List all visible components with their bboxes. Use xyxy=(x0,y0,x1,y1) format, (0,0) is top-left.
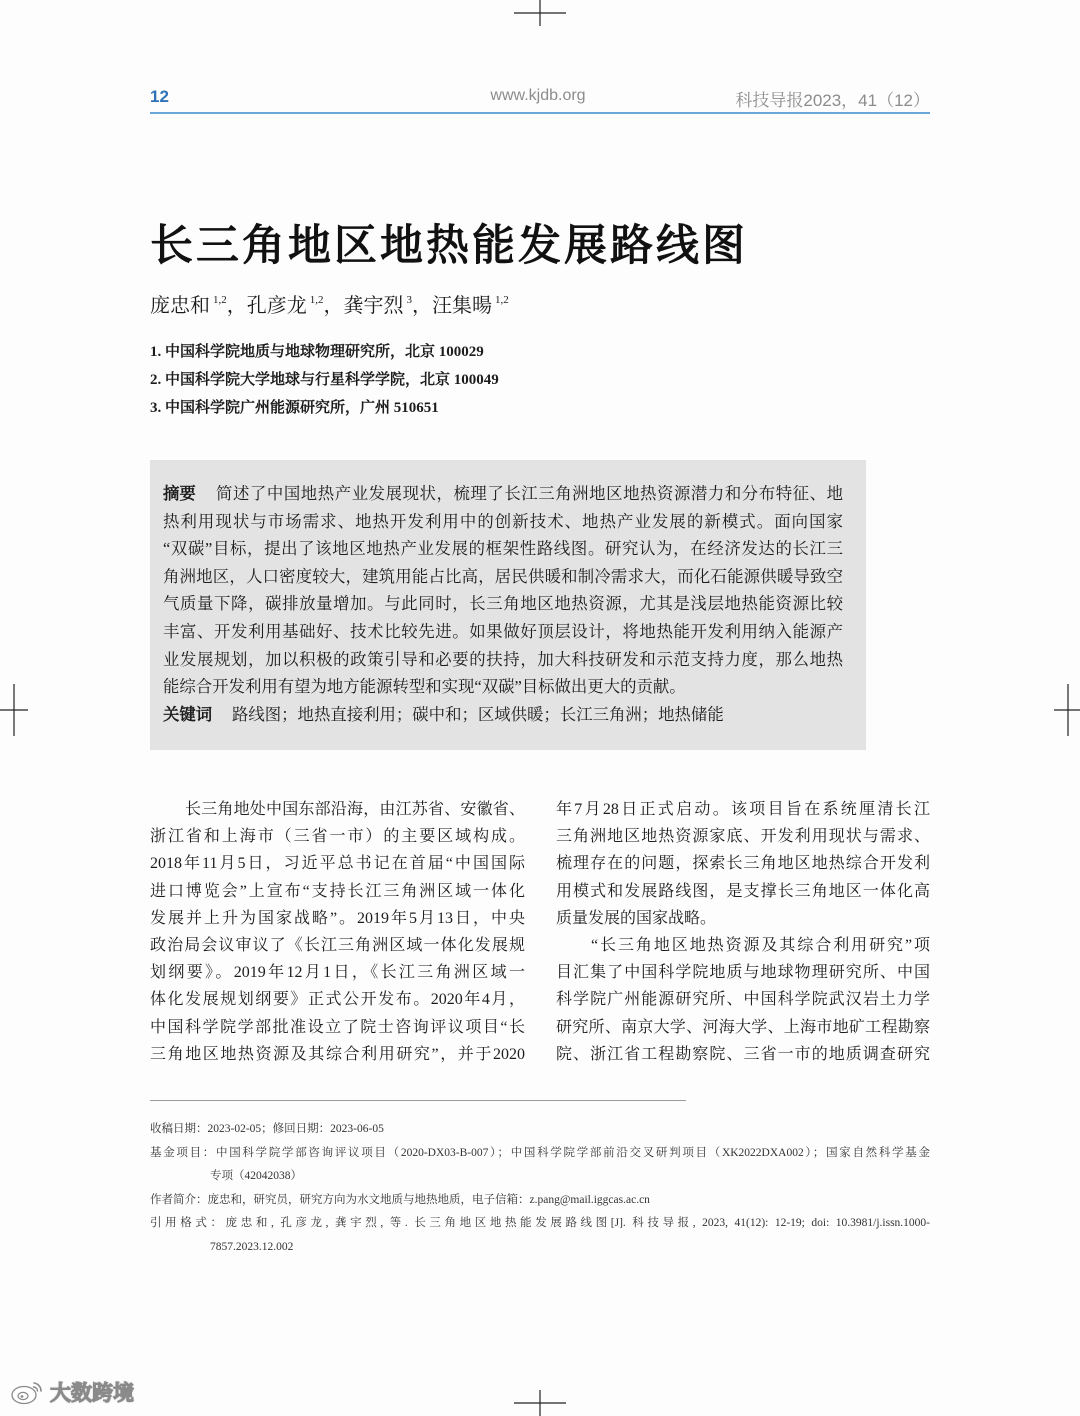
affiliation: 3. 中国科学院广州能源研究所，广州 510651 xyxy=(150,400,439,416)
body-line: 政治局会议审议了《长江三角洲区域一体化发展规 xyxy=(150,936,525,954)
watermark xyxy=(10,1378,134,1408)
keywords-text: 路线图；地热直接利用；碳中和；区域供暖；长江三角洲；地热储能 xyxy=(232,704,724,724)
footnotes xyxy=(150,1118,930,1260)
body-line: 2018年11月5日，习近平总书记在首届“中国国际 xyxy=(150,855,525,873)
author-name: 庞忠和 xyxy=(150,295,210,317)
citation-line: 7857.2023.12.002 xyxy=(210,1240,294,1253)
body-line: 院、浙江省工程勘察院、三省一市的地质调查研究 xyxy=(556,1045,930,1063)
author-list xyxy=(150,293,509,319)
author-separator: ， xyxy=(323,295,344,317)
abstract-line: 能综合开发利用有望为地方能源转型和实现“双碳”目标做出更大的贡献。 xyxy=(163,677,686,697)
citation-line: 引用格式：庞忠和, 孔彦龙, 龚宇烈, 等. 长三角地区地热能发展路线图[J]. 科技导报, 2023, 41(12): 12-19; doi: 10.3981/j.issn.1000- xyxy=(150,1217,930,1230)
footnote-rule xyxy=(150,1100,686,1101)
journal-website: www.kjdb.org xyxy=(490,87,586,104)
affiliation: 2. 中国科学院大学地球与行星科学学院，北京 100049 xyxy=(150,372,499,388)
body-line: 浙江省和上海市（三省一市）的主要区域构成。 xyxy=(150,828,525,846)
body-line: 目汇集了中国科学院地质与地球物理研究所、中国 xyxy=(556,964,930,982)
author-affiliation-mark: 3 xyxy=(406,294,412,306)
affiliation: 1. 中国科学院地质与地球物理研究所，北京 100029 xyxy=(150,344,484,360)
journal-issue: 科技导报2023，41（12） xyxy=(735,91,930,110)
body-line: 三角地区地热资源及其综合利用研究”，并于2020 xyxy=(150,1045,525,1063)
header-rule xyxy=(150,112,930,114)
body-line: 长三角地处中国东部沿海，由江苏省、安徽省、 xyxy=(185,801,525,818)
abstract-line xyxy=(163,480,843,508)
body-line: 用模式和发展路线图，是支撑长三角地区一体化高 xyxy=(556,882,930,900)
body-line: 划纲要》。2019年12月1日，《长江三角洲区域一 xyxy=(150,964,525,982)
author-name: 汪集暘 xyxy=(432,295,492,317)
body-line: 质量发展的国家战略。 xyxy=(556,909,717,927)
author-name: 孔彦龙 xyxy=(246,295,307,317)
keywords-label: 关键词 xyxy=(163,704,213,724)
abstract-label: 摘要 xyxy=(163,484,196,503)
watermark-text: 大数跨境 xyxy=(50,1381,134,1405)
body-line: 体化发展规划纲要》正式公开发布。2020年4月， xyxy=(150,991,525,1009)
author-affiliation-mark: 1,2 xyxy=(213,294,227,306)
page-number: 12 xyxy=(150,87,169,106)
affiliation-list xyxy=(150,338,499,422)
body-column-left xyxy=(150,796,525,1068)
abstract-line: 丰富、开发利用基础好、技术比较先进。如果做好顶层设计，将地热能开发利用纳入能源产 xyxy=(163,621,843,641)
body-column-right xyxy=(556,796,930,1068)
body-line: 研究所、南京大学、河海大学、上海市地矿工程勘察 xyxy=(556,1018,930,1036)
body-line: 三角洲地区地热资源家底、开发利用现状与需求、 xyxy=(556,828,930,846)
abstract-line: 业发展规划，加以积极的政策引导和必要的扶持，加大科技研发和示范支持力度，那么地热 xyxy=(163,649,843,669)
body-line: 年7月28日正式启动。该项目旨在系统厘清长江 xyxy=(556,801,930,818)
body-line: “长三角地区地热资源及其综合利用研究”项 xyxy=(591,936,930,954)
abstract-line: 热利用现状与市场需求、地热开发利用中的创新技术、地热产业发展的新模式。面向国家 xyxy=(163,511,843,531)
keywords-line xyxy=(163,701,843,729)
body-line: 发展并上升为国家战略”。2019年5月13日，中央 xyxy=(150,909,525,927)
abstract-line: 气质量下降，碳排放量增加。与此同时，长三角地区地热资源，尤其是浅层地热能资源比较 xyxy=(163,594,843,614)
abstract-line: “双碳”目标，提出了该地区地热产业发展的框架性路线图。研究认为，在经济发达的长江三 xyxy=(163,539,843,559)
article-title: 长三角地区地热能发展路线图 xyxy=(150,221,748,271)
author-affiliation-mark: 1,2 xyxy=(309,294,324,306)
body-line: 进口博览会”上宣布“支持长江三角洲区域一体化 xyxy=(150,882,525,900)
funding-line: 专项（42042038） xyxy=(210,1170,302,1183)
funding-line: 基金项目：中国科学院学部咨询评议项目（2020-DX03-B-007）；中国科学院学部前沿交叉研判项目（XK2022DXA002）；国家自然科学基金 xyxy=(150,1146,930,1159)
abstract-line-text: 简述了中国地热产业发展现状，梳理了长江三角洲地区地热资源潜力和分布特征、地 xyxy=(216,484,843,503)
body-line: 梳理存在的问题，探索长三角地区地热综合开发利 xyxy=(556,855,930,873)
author-affiliation-mark: 1,2 xyxy=(495,294,509,306)
author-bio: 作者简介：庞忠和，研究员，研究方向为水文地质与地热地质，电子信箱：z.pang@mail.iggcas.ac.cn xyxy=(150,1193,650,1206)
author-name: 龚宇烈 xyxy=(343,295,404,317)
abstract-line: 角洲地区，人口密度较大，建筑用能占比高，居民供暖和制冷需求大，而化石能源供暖导致空 xyxy=(163,566,843,586)
author-separator: ， xyxy=(226,295,247,317)
body-line: 中国科学院学部批准设立了院士咨询评议项目“长 xyxy=(150,1018,525,1036)
abstract-text xyxy=(163,480,843,728)
received-date: 收稿日期：2023-02-05；修回日期：2023-06-05 xyxy=(150,1123,384,1135)
weibo-icon xyxy=(10,1380,44,1406)
body-line: 科学院广州能源研究所、中国科学院武汉岩土力学 xyxy=(556,991,930,1009)
abstract-box xyxy=(150,460,866,750)
author-separator: ， xyxy=(412,295,432,317)
